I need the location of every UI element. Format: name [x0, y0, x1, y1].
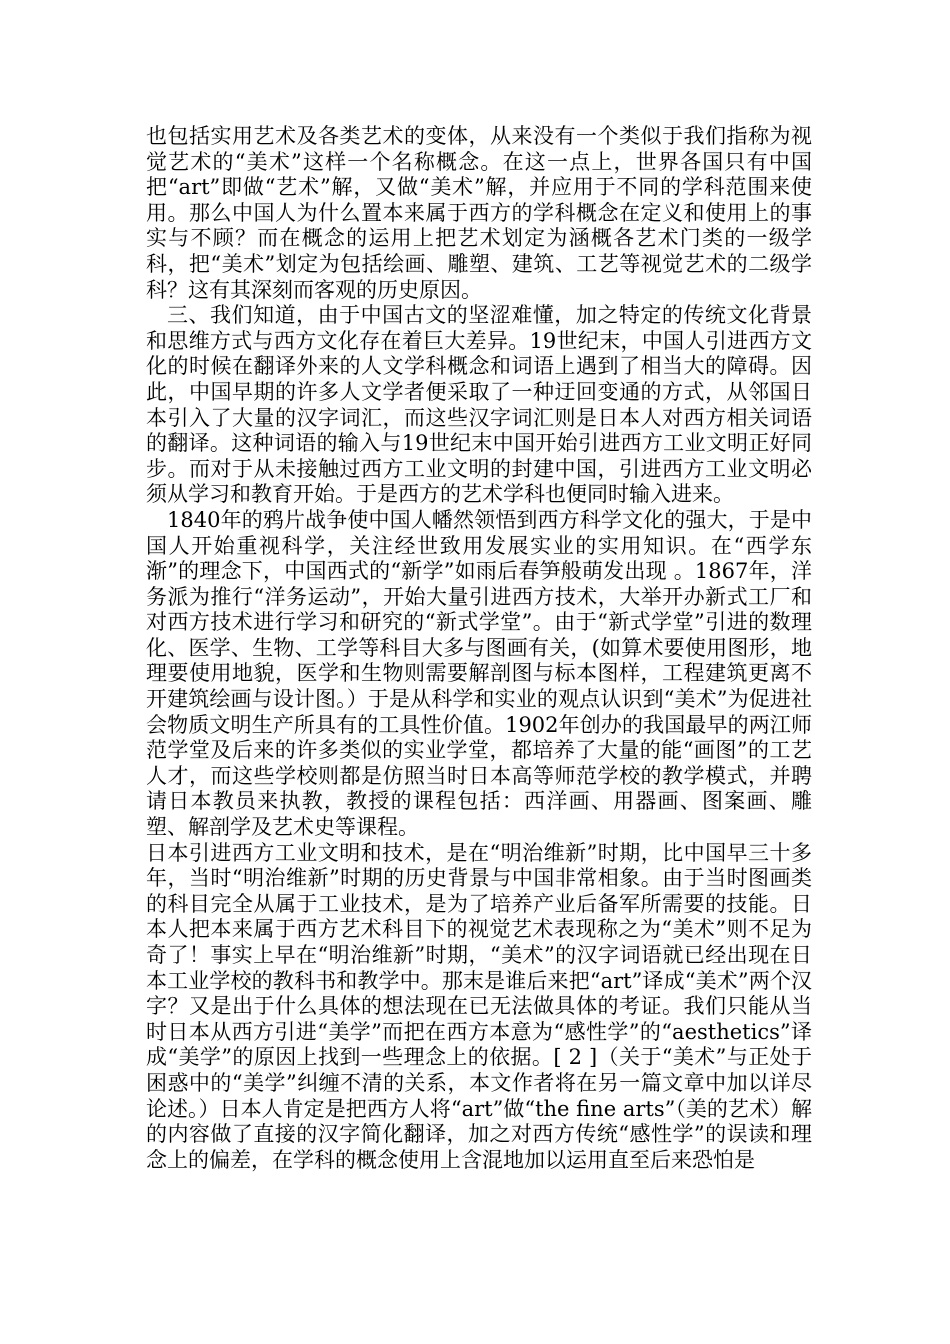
paragraph-2: 三、我们知道，由于中国古文的坚涩难懂，加之特定的传统文化背景和思维方式与西方文化存在着巨大差异。19世纪末，中国人引进西方文化的时候在翻译外来的人文学科概念和词语上遇到了相当大的障碍。因此，中国早期的许多人文学者便采取了一种迂回变通的方式，从邻国日本引入了大量的汉字词汇，而这些汉字词汇则是日本人对西方相关词语的翻译。这种词语的输入与19世纪末中国开始引进西方工业文明正好同步。而对于从未接触过西方工业文明的封建中国，引进西方工业文明必须从学习和教育开始。于是西方的艺术学科也便同时输入进来。 [146, 303, 812, 507]
body-text [146, 124, 812, 1173]
paragraph-1: 也包括实用艺术及各类艺术的变体，从来没有一个类似于我们指称为视觉艺术的“美术”这样一个名称概念。在这一点上，世界各国只有中国把“art”即做“艺术”解，又做“美术”解，并应用于不同的学科范围来使用。那么中国人为什么置本来属于西方的学科概念在定义和使用上的事实与不顾？而在概念的运用上把艺术划定为涵概各艺术门类的一级学科，把“美术”划定为包括绘画、雕塑、建筑、工艺等视觉艺术的二级学科？这有其深刻而客观的历史原因。 [146, 124, 812, 302]
paragraph-3: 1840年的鸦片战争使中国人幡然领悟到西方科学文化的强大，于是中国人开始重视科学，关注经世致用发展实业的实用知识。在“西学东渐”的理念下，中国西式的“新学”如雨后春笋般萌发出现 。1867年，洋务派为推行“洋务运动”，开始大量引进西方技术，大举开办新式工厂和对西方技术进行学习和研究的“新式学堂”。由于“新式学堂”引进的数理化、医学、生物、工学等科目大多与图画有关，(如算术要使用图形，地理要使用地貌，医学和生物则需要解剖图与标本图样，工程建筑更离不开建筑绘画与设计图。）于是从科学和实业的观点认识到“美术”为促进社会物质文明生产所具有的工具性价值。1902年创办的我国最早的两江师范学堂及后来的许多类似的实业学堂，都培养了大量的能“画图”的工艺人才，而这些学校则都是仿照当时日本高等师范学校的教学模式，并聘请日本教员来执教，教授的课程包括：西洋画、用器画、图案画、雕塑、解剖学及艺术史等课程。 [146, 507, 812, 840]
paragraph-4: 日本引进西方工业文明和技术，是在“明治维新”时期，比中国早三十多年，当时“明治维新”时期的历史背景与中国非常相象。由于当时图画类的科目完全从属于工业技术，是为了培养产业后备军所需要的技能。日本人把本来属于西方艺术科目下的视觉艺术表现称之为“美术”则不足为奇了！事实上早在“明治维新”时期，“美术”的汉字词语就已经出现在日本工业学校的教科书和教学中。那末是谁后来把“art”译成“美术”两个汉字？又是出于什么具体的想法现在已无法做具体的考证。我们只能从当时日本从西方引进“美学”而把在西方本意为“感性学”的“aesthetics”译成“美学”的原因上找到一些理念上的依据。[ 2 ]（关于“美术”与正处于困惑中的“美学”纠缠不清的关系，本文作者将在另一篇文章中加以详尽论述。）日本人肯定是把西方人将“art”做“the fine arts”（美的艺术）解的内容做了直接的汉字简化翻译，加之对西方传统“感性学”的误读和理念上的偏差，在学科的概念使用上含混地加以运用直至后来恐怕是 [146, 840, 812, 1172]
